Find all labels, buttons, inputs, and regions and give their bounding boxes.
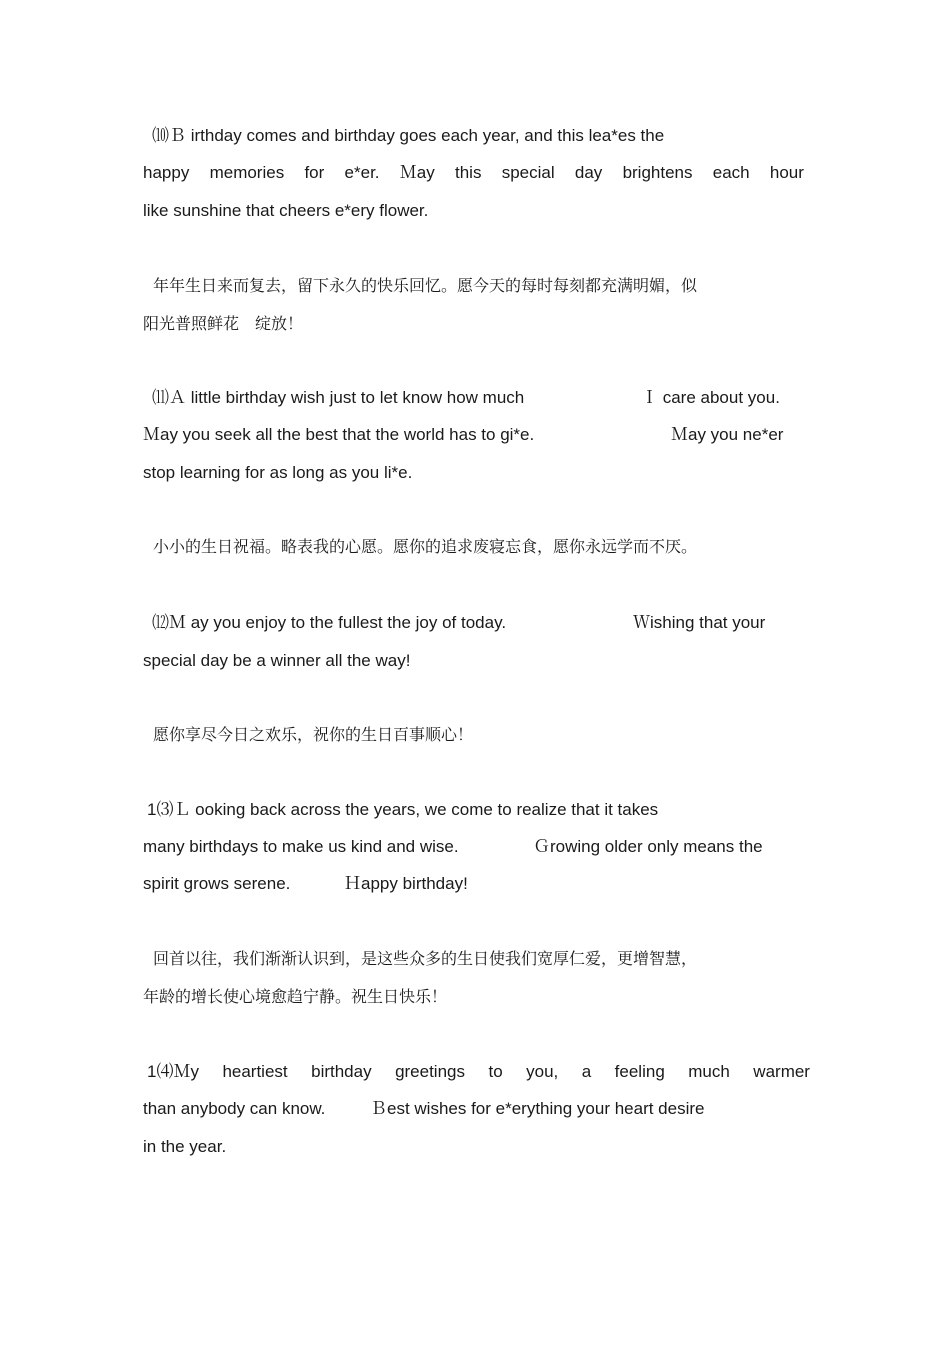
word: 1⑷Ｍy [147, 1062, 199, 1081]
entry-12-line-1b: Ｗishing that your [633, 613, 766, 632]
entry-12-line-1a: ⑿Ｍ ay you enjoy to the fullest the joy of today. [152, 613, 507, 632]
word: a [581, 1062, 592, 1081]
word: Ｍay [399, 163, 435, 182]
word: birthday [311, 1062, 372, 1081]
word: heartiest [222, 1062, 288, 1081]
entry-14-line-2b: Ｂest wishes for e*erything your heart desire [370, 1099, 705, 1118]
word: warmer [753, 1062, 810, 1081]
entry-11-line-2a: Ｍay you seek all the best that the world has to gi*e. [143, 425, 535, 444]
entry-13-zh-line-1: 回首以往，我们渐渐认识到，是这些众多的生日使我们宽厚仁爱，更增智慧， [153, 949, 698, 968]
word: day [574, 163, 603, 182]
word: happy [143, 163, 190, 182]
entry-13-zh-line-2: 年龄的增长使心境愈趋宁静。祝生日快乐！ [143, 987, 448, 1006]
word: each [712, 163, 750, 182]
word: e*er. [344, 163, 380, 182]
entry-13-line-3b: Ｈappy birthday! [344, 874, 468, 893]
word: to [488, 1062, 503, 1081]
entry-14-line-1 [147, 1061, 810, 1083]
word: for [304, 163, 325, 182]
entry-11-line-1a: ⑾Ａ little birthday wish just to let know how much [152, 388, 525, 407]
word: special [501, 163, 555, 182]
entry-12-line-2: special day be a winner all the way! [143, 651, 411, 670]
entry-13-line-1: 1⑶Ｌ ooking back across the years, we come to realize that it takes [147, 800, 659, 819]
word: greetings [395, 1062, 465, 1081]
word: hour [769, 163, 804, 182]
entry-10-line-1: ⑽Ｂ irthday comes and birthday goes each year, and this lea*es the [152, 126, 665, 145]
entry-11-line-3: stop learning for as long as you li*e. [143, 463, 413, 482]
word: memories [209, 163, 285, 182]
word: you, [526, 1062, 559, 1081]
entry-10-line-3: like sunshine that cheers e*ery flower. [143, 201, 429, 220]
entry-12-zh-line-1: 愿你享尽今日之欢乐，祝你的生日百事顺心！ [153, 725, 474, 744]
word: brightens [622, 163, 693, 182]
entry-11-zh-line-1: 小小的生日祝福。略表我的心愿。愿你的追求废寝忘食，愿你永远学而不厌。 [153, 537, 698, 556]
word: feeling [614, 1062, 665, 1081]
entry-13-line-2a: many birthdays to make us kind and wise. [143, 837, 459, 856]
entry-13-line-3a: spirit grows serene. [143, 874, 291, 893]
entry-13-line-2b: Ｇrowing older only means the [533, 837, 763, 856]
entry-14-line-3: in the year. [143, 1137, 227, 1156]
entry-11-line-2b: Ｍay you ne*er [671, 425, 784, 444]
entry-10-zh-line-2: 阳光普照鲜花 绽放！ [143, 314, 304, 333]
entry-10-zh-line-1: 年年生日来而复去，留下永久的快乐回忆。愿今天的每时每刻都充满明媚，似 [153, 276, 698, 295]
word: much [688, 1062, 730, 1081]
entry-10-line-2 [143, 162, 804, 184]
word: this [455, 163, 482, 182]
entry-11-line-1b: Ｉ care about you. [641, 388, 780, 407]
entry-14-line-2a: than anybody can know. [143, 1099, 326, 1118]
